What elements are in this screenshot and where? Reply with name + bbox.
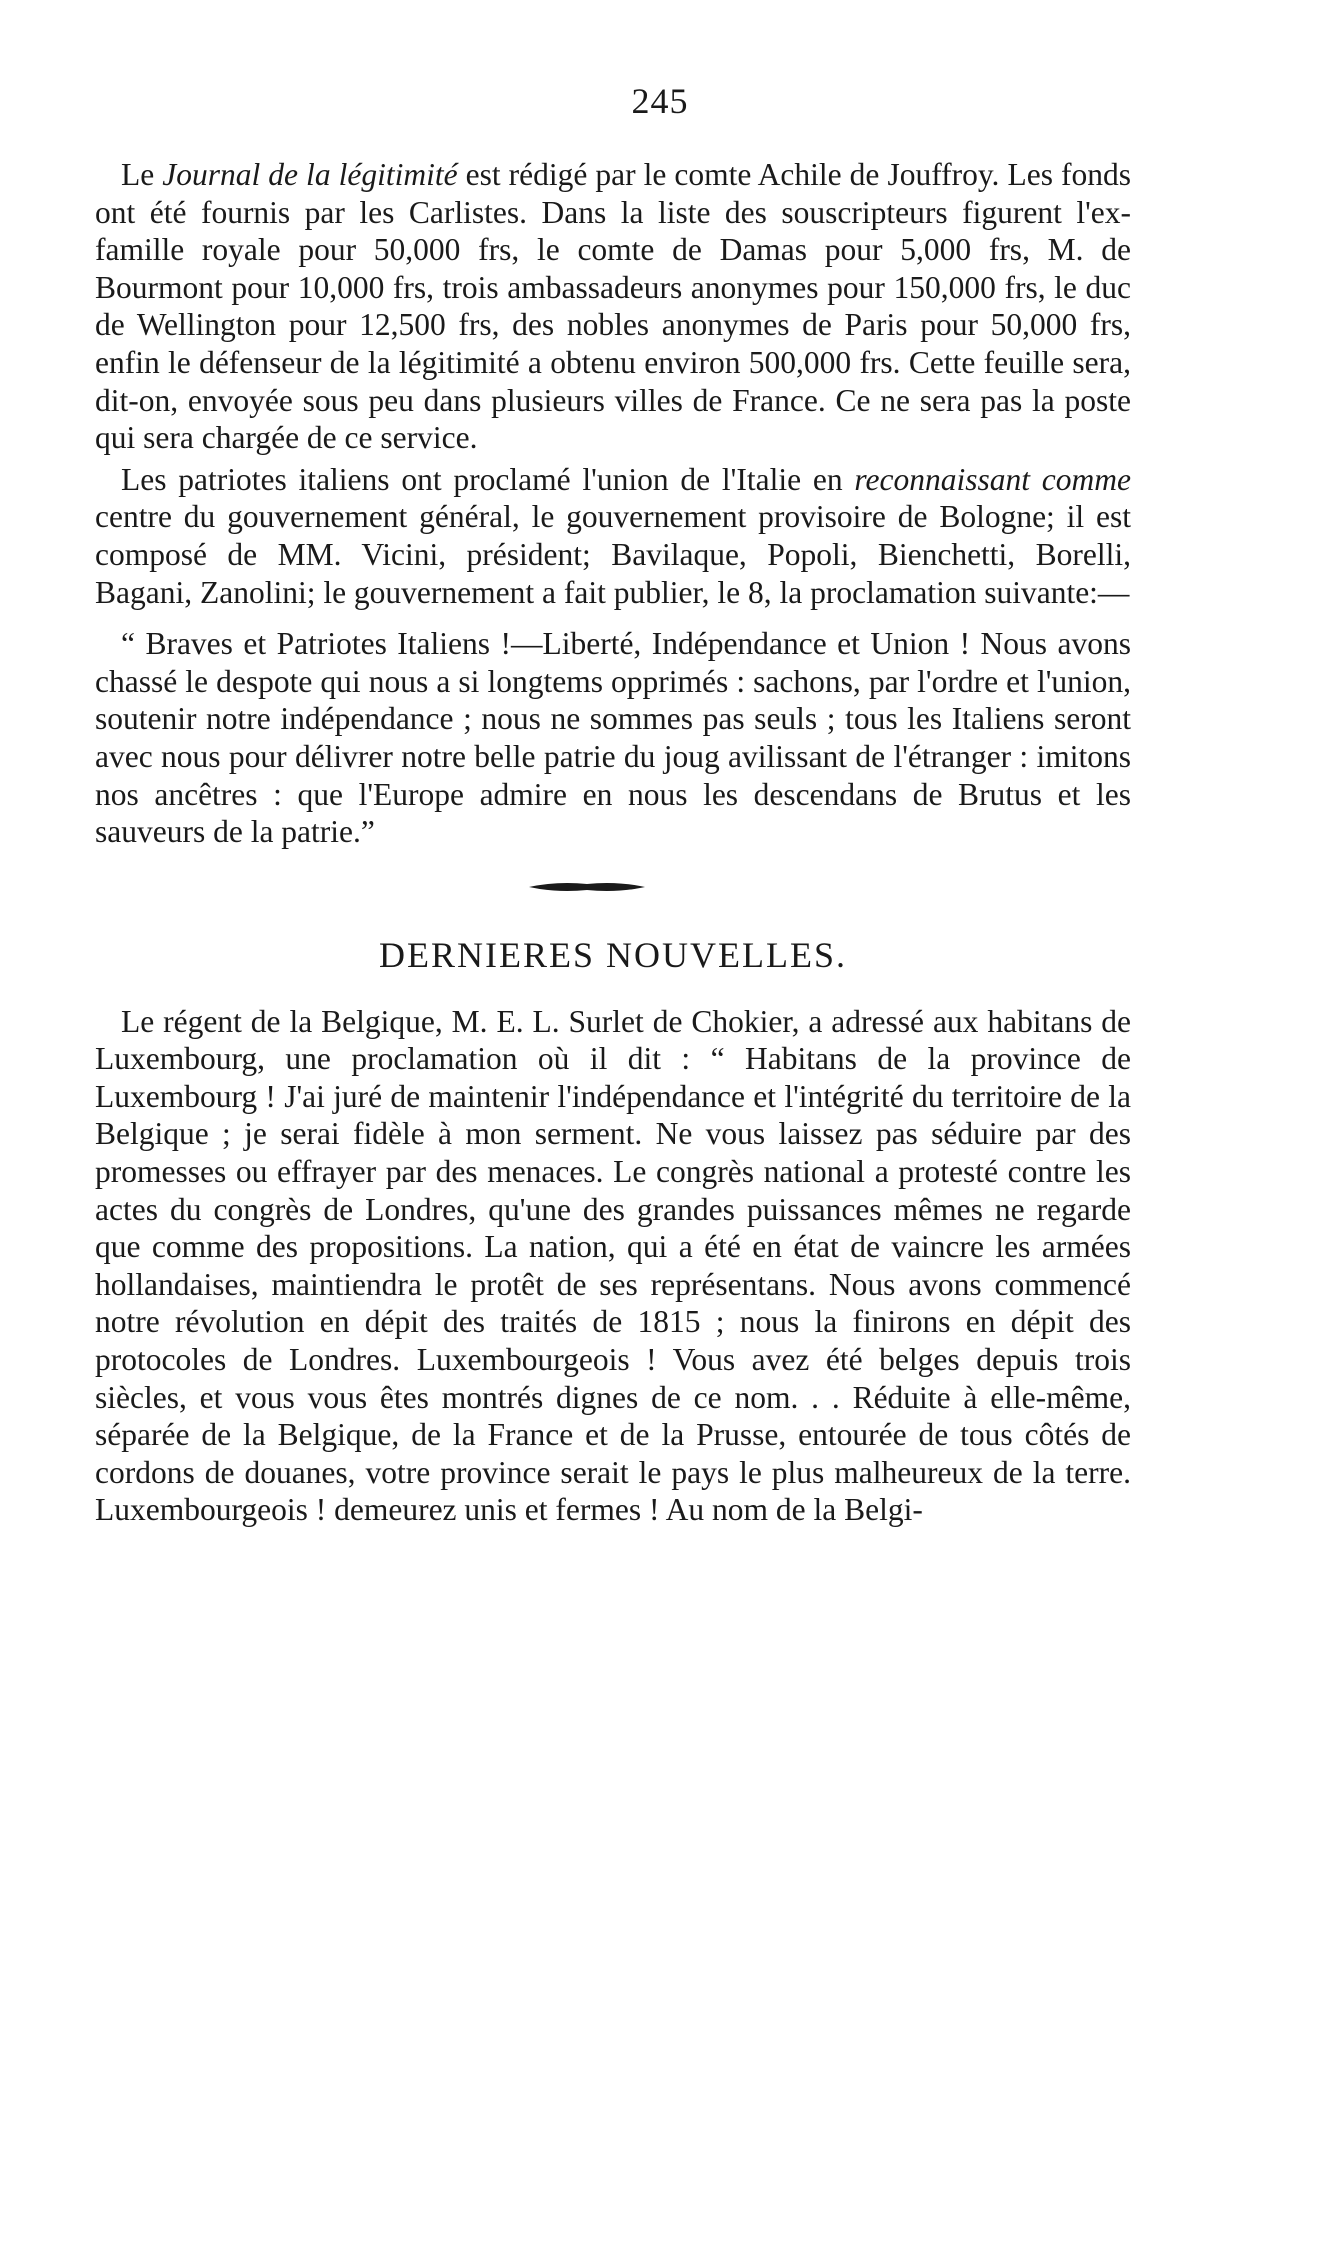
ornament-rule [527,879,647,895]
text-column [95,156,1131,1529]
journal-title: Journal de la légitimité [162,157,458,192]
paragraph-1-lead: Le [121,157,163,192]
section-separator [95,851,1131,923]
section-heading: DERNIERES NOUVELLES. [379,934,847,975]
paragraph-patriotes-italiens [95,461,1131,611]
paragraph-2-italic: reconnaissant comme [854,461,1131,497]
paragraph-journal-legitimite [95,156,1131,457]
paragraph-2-body: centre du gouvernement général, le gouvernement provisoire de Bologne; il est composé de MM. Vicini, président; Bavilaque, Popoli, Bienchetti, Borelli, Bagani, Zanolini; le gouvernement a fait publier, le 8, la proclamation suivante:— [95,499,1131,610]
paragraph-regent-belgique [95,1003,1131,1529]
paragraph-proclamation-italienne [95,625,1131,851]
paragraph-6-body: Le régent de la Belgique, M. E. L. Surlet de Chokier, a adressé aux habitans de Luxembourg, une proclamation où il dit : “ Habitans de la province de Luxembourg ! J'ai juré de maintenir l'indépendance et l'intégrité du territoire de la Belgique ; je serai fidèle à mon serment. Ne vous laissez pas séduire par des promesses ou effrayer par des menaces. Le congrès national a protesté contre les actes du congrès de Londres, qu'une des grandes puissances mêmes ne regarde que comme des propositions. La nation, qui a été en état de vaincre les armées hollandaises, maintiendra le protêt de ses représentans. Nous avons commencé notre révolution en dépit des traités de 1815 ; nous la finirons en dépit des protocoles de Londres. Luxembourgeois ! Vous avez été belges depuis trois siècles, et vous vous êtes montrés dignes de ce nom. . . Réduite à elle-même, séparée de la Belgique, de la France et de la Prusse, entourée de tous côtés de cordons de douanes, votre province serait le pays le plus malheureux de la terre. Luxembourgeois ! demeurez unis et fermes ! Au nom de la Belgi- [95,1003,1131,1528]
paragraph-3-body: “ Braves et Patriotes Italiens !—Liberté, Indépendance et Union ! Nous avons chassé le despote qui nous a si longtems opprimés : sachons, par l'ordre et l'union, soutenir notre indépendance ; nous ne sommes pas seuls ; tous les Italiens seront avec nous pour délivrer notre belle patrie du joug avilissant de l'étranger : imitons nos ancêtres : que l'Europe admire en nous les descendans de Brutus et les sauveurs de la patrie.” [95,626,1131,850]
paragraph-1-body: est rédigé par le comte Achile de Jouffroy. Les fonds ont été fournis par les Carlistes. Dans la liste des souscripteurs figurent l'ex-famille royale pour 50,000 frs, le comte de Damas pour 5,000 frs, M. de Bourmont pour 10,000 frs, trois ambassadeurs anonymes pour 150,000 frs, le duc de Wellington pour 12,500 frs, des nobles anonymes de Paris pour 50,000 frs, enfin le défenseur de la légitimité a obtenu environ 500,000 frs. Cette feuille sera, dit-on, envoyée sous peu dans plusieurs villes de France. Ce ne sera pas la poste qui sera chargée de ce service. [95,157,1131,456]
page-number: 245 [631,81,689,121]
paragraph-2-lead: Les patriotes italiens ont proclamé l'union de l'Italie en [121,461,855,497]
